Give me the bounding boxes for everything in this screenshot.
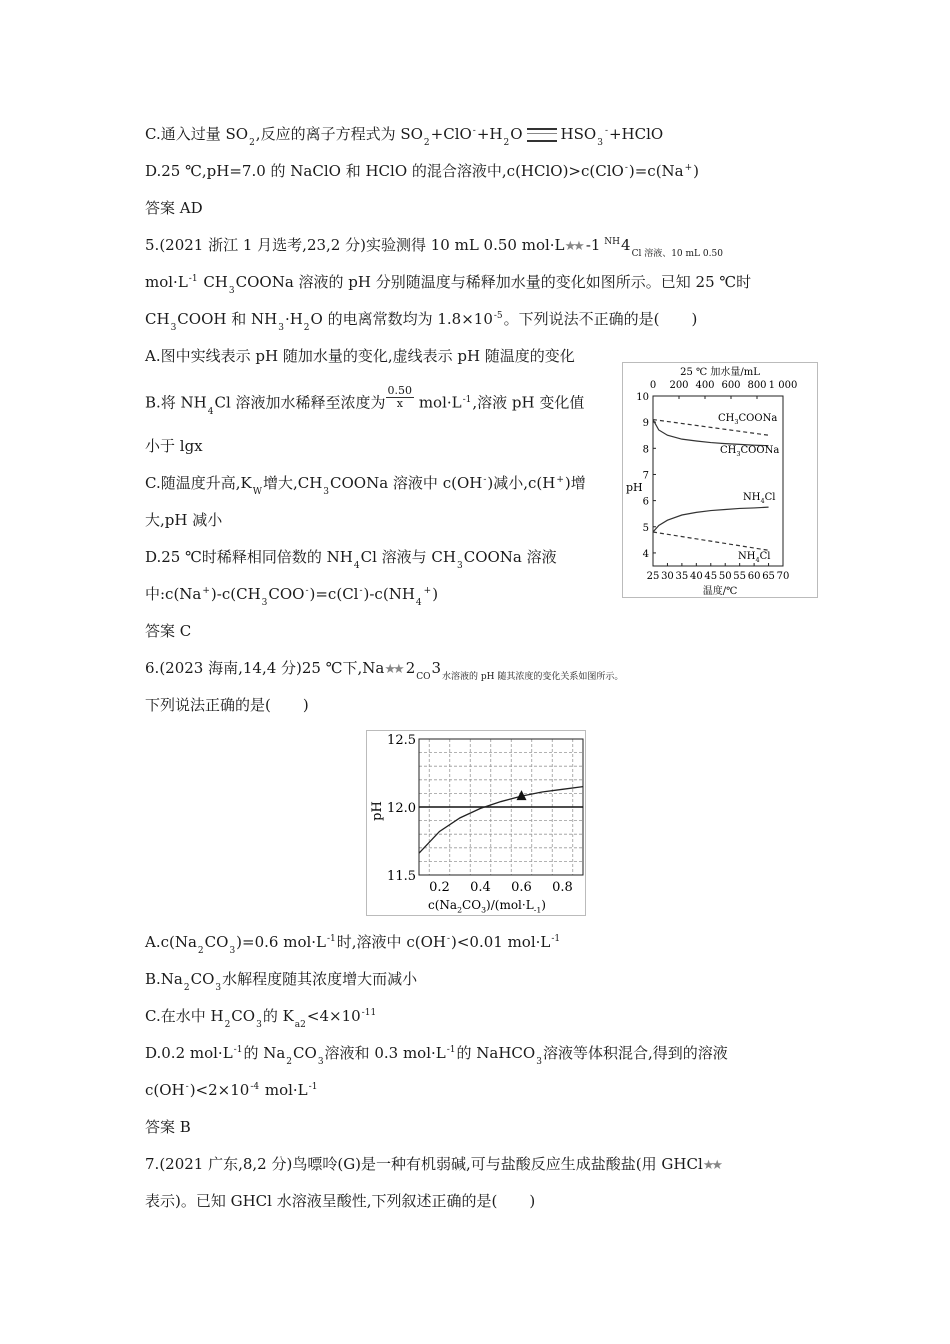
top-tick-label: 0 xyxy=(649,380,657,391)
x-tick-label: 35 xyxy=(675,571,689,582)
y-axis-label: pH xyxy=(626,481,643,494)
y-tick-label: 7 xyxy=(642,470,649,482)
q5-line2: $mol\cdot L^{-1}$ $CH_3COONa$ 溶液的 pH 分别随温度与稀释加水量的变化如图所示。已知 25 ℃时 xyxy=(145,273,752,296)
difficulty-stars-icon: ★★ xyxy=(564,239,582,254)
answer-prev: 答案 AD xyxy=(145,199,203,217)
q5-line3: $CH_3COOH$ 和 $NH_3\cdot H_2O$ 的电离常数均为 $1.8\times 10^{-5}$。下列说法不正确的是( ) xyxy=(145,310,698,333)
x-tick-label: 65 xyxy=(762,571,775,582)
x-tick-label: 70 xyxy=(776,571,790,582)
q5-option-d: D.25 ℃时稀释相同倍数的 $NH_4Cl$ 溶液与 $CH_3COONa$ 溶液 xyxy=(145,548,557,571)
x-tick-label: 55 xyxy=(733,571,747,582)
y-tick-label: 5 xyxy=(642,522,649,534)
top-tick-label: 400 xyxy=(695,380,715,391)
top-tick-label: 800 xyxy=(747,380,767,391)
q5-option-c: C.随温度升高$,K_W$增大$,CH_3COONa$ 溶液中 c(OH-)减小,c(H+)增 xyxy=(145,474,586,497)
q5-option-d-cont: 中$:c(Na^+)-c(CH_3COO^-)=c(Cl^-)-c(NH_4^+)$ xyxy=(145,585,439,608)
q7-line2: 表示)。已知 GHCl 水溶液呈酸性,下列叙述正确的是( ) xyxy=(145,1192,536,1210)
difficulty-stars-icon: ★★ xyxy=(702,1158,721,1173)
q6-option-d-cont: $c(OH^-)<2\times 10^{-4}$ $mol\cdot L^{-1}$ xyxy=(145,1081,318,1099)
fraction: $\frac{0.50}{x}$ xyxy=(387,384,413,410)
series-label: $CH_3COONa$ xyxy=(718,413,778,426)
y-axis-label: pH xyxy=(370,801,385,821)
q5-answer: 答案 C xyxy=(145,622,192,640)
series-line-solid xyxy=(653,507,769,532)
q6-option-c: C.在水中 $H_2CO_3$的 $K_{a2}<4\times 10^{-11}$ xyxy=(145,1007,377,1030)
y-tick-label: 12.0 xyxy=(387,801,416,816)
ph-temperature-svg xyxy=(623,363,817,597)
difficulty-stars-icon: ★★ xyxy=(384,662,402,677)
q5-option-b: B.将 $NH_4Cl$ 溶液加水稀释至浓度为 $\frac{0.50}{x}$ $mol\cdot L^{-1}$,溶液 pH 变化值 xyxy=(145,384,585,417)
x-tick-label: 45 xyxy=(704,571,718,582)
x-tick-label: 40 xyxy=(689,571,703,582)
q5-option-a: A.图中实线表示 pH 随加水量的变化,虚线表示 pH 随温度的变化 xyxy=(145,347,575,365)
equilibrium-sign xyxy=(527,128,557,142)
series-line xyxy=(419,787,583,854)
x-axis-label: 温度/℃ xyxy=(702,586,738,597)
y-tick-label: 11.5 xyxy=(387,869,416,884)
x-axis-label: $c(Na_2CO_3)/(mol\cdot L_{-1})$ xyxy=(428,898,546,915)
q5-line1: 5.(2021 浙江 1 月选考,23,2 分)实验测得 10 mL 0.50 mol·L★★ -1 $^{NH}4_{Cl 溶液、10 mL 0.50}$ xyxy=(145,236,723,259)
series-label: $NH_4Cl$ xyxy=(743,492,776,505)
q6-option-a: $A.c(Na_2CO_3)=0.6$ $mol\cdot L^{-1}$时,溶液中 c(OH-)<0.01 $mol\cdot L^{-1}$ xyxy=(145,933,561,956)
x-tick-label: 0.6 xyxy=(511,880,532,895)
y-tick-label: 10 xyxy=(636,392,649,403)
q6-option-d: D.0.2 $mol\cdot L^{-1}$的 $Na_2CO_3$溶液和 0.3 $mol\cdot L^{-1}$的 NaHCO$_3$溶液等体积混合,得到的溶液 xyxy=(145,1044,728,1067)
q6-line1: 6.(2023 海南,14,4 分)25 ℃下,Na★★ $2_{CO}3_{水溶液的 pH 随其浓度的变化关系如图所示。}$ xyxy=(145,659,624,682)
x-tick-label: 25 xyxy=(646,571,660,582)
y-tick-label: 8 xyxy=(642,444,649,456)
figure-ph-concentration-chart xyxy=(366,730,586,916)
figure-ph-temperature-chart xyxy=(622,362,818,598)
y-tick-label: 4 xyxy=(642,548,649,560)
top-tick-label: 200 xyxy=(669,380,689,391)
series-line-dashed xyxy=(653,532,769,550)
x-tick-label: 30 xyxy=(661,571,674,582)
x-tick-label: 0.2 xyxy=(429,880,450,895)
option-d-prev: D.25 ℃,pH=7.0 的 NaClO 和 HClO 的混合溶液中,c(HClO)>c(ClO-)=c(Na+) xyxy=(145,162,700,180)
q6-line2: 下列说法正确的是( ) xyxy=(145,696,309,714)
y-tick-label: 9 xyxy=(642,418,649,430)
y-tick-label: 12.5 xyxy=(387,733,416,748)
x-tick-label: 0.8 xyxy=(552,880,573,895)
series-label: $NH_4Cl$ xyxy=(738,551,771,564)
x-tick-label: 0.4 xyxy=(470,880,491,895)
top-tick-label: 1 000 xyxy=(768,380,798,391)
q7-line1: 7.(2021 广东,8,2 分)鸟嘌呤(G)是一种有机弱碱,可与盐酸反应生成盐酸盐(用 GHCl★★ xyxy=(145,1154,724,1176)
q5-option-c-cont: 大,pH 减小 xyxy=(145,511,223,529)
y-tick-label: 6 xyxy=(642,496,649,508)
q6-answer: 答案 B xyxy=(145,1118,191,1136)
chart-title: 25 ℃ 加水量/mL xyxy=(680,367,760,378)
q6-option-b: $B.Na_2CO_3$水解程度随其浓度增大而减小 xyxy=(145,970,418,993)
x-tick-label: 50 xyxy=(718,571,732,582)
option-c-prev: C.通入过量 $SO_2$,反应的离子方程式为 $SO_2+ClO^-+H_2O$ $HSO_3^-+HClO$ xyxy=(145,125,664,148)
x-tick-label: 60 xyxy=(747,571,761,582)
ph-concentration-svg xyxy=(367,731,585,915)
series-label: $CH_3COONa$ xyxy=(720,445,780,458)
top-tick-label: 600 xyxy=(721,380,741,391)
q5-option-b-cont: 小于 lgx xyxy=(145,437,203,455)
